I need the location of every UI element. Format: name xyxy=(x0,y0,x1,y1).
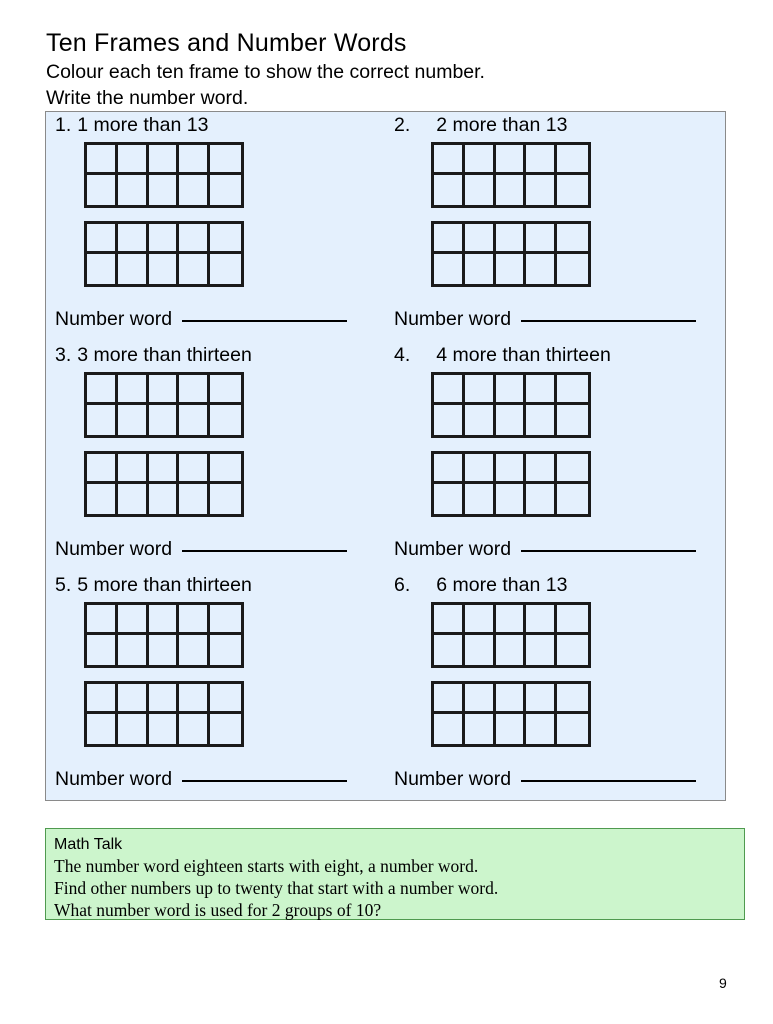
number-word-label: Number word xyxy=(55,768,173,790)
number-word-blank[interactable] xyxy=(182,550,347,552)
ten-frame-cell[interactable] xyxy=(118,684,149,714)
ten-frame-cell[interactable] xyxy=(210,224,241,254)
ten-frame-cell[interactable] xyxy=(496,254,527,284)
number-word-blank[interactable] xyxy=(182,320,347,322)
number-word-label: Number word xyxy=(394,768,512,790)
ten-frame-cell[interactable] xyxy=(465,605,496,635)
number-word-answer xyxy=(394,768,696,791)
ten-frame-cell[interactable] xyxy=(557,224,588,254)
ten-frame-cell[interactable] xyxy=(149,635,180,665)
ten-frame-cell[interactable] xyxy=(210,484,241,514)
problem-heading xyxy=(394,114,567,137)
math-talk-line: Find other numbers up to twenty that start with a number word. xyxy=(54,878,499,898)
ten-frame-cell[interactable] xyxy=(149,224,180,254)
ten-frame-cell[interactable] xyxy=(179,484,210,514)
instruction-line-1: Colour each ten frame to show the correct number. xyxy=(46,61,485,83)
ten-frame-cell[interactable] xyxy=(496,605,527,635)
ten-frame-cell[interactable] xyxy=(149,405,180,435)
ten-frame-group xyxy=(431,372,591,517)
ten-frame-cell[interactable] xyxy=(179,375,210,405)
problems-panel xyxy=(45,111,726,801)
ten-frame-cell[interactable] xyxy=(557,454,588,484)
number-word-answer xyxy=(394,308,696,331)
ten-frame-cell[interactable] xyxy=(118,175,149,205)
problem-item xyxy=(386,572,726,802)
problem-number: 1. xyxy=(55,114,72,136)
ten-frame-cell[interactable] xyxy=(210,405,241,435)
ten-frame-cell[interactable] xyxy=(179,175,210,205)
ten-frame-cell[interactable] xyxy=(149,375,180,405)
math-talk-title: Math Talk xyxy=(54,836,123,853)
ten-frame-cell[interactable] xyxy=(149,714,180,744)
ten-frame-cell[interactable] xyxy=(179,224,210,254)
ten-frame-cell[interactable] xyxy=(526,605,557,635)
ten-frame-cell[interactable] xyxy=(118,145,149,175)
ten-frame-cell[interactable] xyxy=(465,635,496,665)
ten-frame-cell[interactable] xyxy=(496,714,527,744)
ten-frame-cell[interactable] xyxy=(465,254,496,284)
problem-prompt: 3 more than thirteen xyxy=(77,344,252,366)
problem-item xyxy=(46,112,386,342)
ten-frame-cell[interactable] xyxy=(179,714,210,744)
ten-frame-cell[interactable] xyxy=(496,175,527,205)
ten-frame-cell[interactable] xyxy=(179,605,210,635)
instruction-line-2: Write the number word. xyxy=(46,87,249,109)
math-talk-line: What number word is used for 2 groups of 10? xyxy=(54,900,382,920)
number-word-label: Number word xyxy=(55,538,173,560)
ten-frame-cell[interactable] xyxy=(149,684,180,714)
number-word-blank[interactable] xyxy=(521,550,696,552)
ten-frame-cell[interactable] xyxy=(87,484,118,514)
ten-frame-cell[interactable] xyxy=(149,175,180,205)
ten-frame-cell[interactable] xyxy=(118,405,149,435)
ten-frame-cell[interactable] xyxy=(210,714,241,744)
ten-frame-cell[interactable] xyxy=(557,605,588,635)
math-talk-box xyxy=(45,828,745,920)
ten-frame-cell[interactable] xyxy=(149,605,180,635)
ten-frame-cell[interactable] xyxy=(118,605,149,635)
ten-frame-cell[interactable] xyxy=(179,454,210,484)
ten-frame[interactable] xyxy=(84,681,244,747)
ten-frame-cell[interactable] xyxy=(496,145,527,175)
ten-frame-cell[interactable] xyxy=(465,405,496,435)
ten-frame-cell[interactable] xyxy=(557,375,588,405)
problem-prompt: 2 more than 13 xyxy=(436,114,568,136)
ten-frame-cell[interactable] xyxy=(496,635,527,665)
ten-frame-cell[interactable] xyxy=(526,714,557,744)
ten-frame-cell[interactable] xyxy=(118,714,149,744)
ten-frame[interactable] xyxy=(84,142,244,208)
ten-frame-cell[interactable] xyxy=(465,454,496,484)
ten-frame-cell[interactable] xyxy=(434,145,465,175)
ten-frame-cell[interactable] xyxy=(465,175,496,205)
ten-frame[interactable] xyxy=(84,451,244,517)
ten-frame-cell[interactable] xyxy=(434,175,465,205)
ten-frame-cell[interactable] xyxy=(434,375,465,405)
ten-frame-cell[interactable] xyxy=(465,684,496,714)
problem-prompt: 1 more than 13 xyxy=(77,114,209,136)
problem-heading xyxy=(55,574,252,597)
ten-frame-cell[interactable] xyxy=(434,224,465,254)
ten-frame-cell[interactable] xyxy=(87,605,118,635)
ten-frame-cell[interactable] xyxy=(118,375,149,405)
ten-frame-cell[interactable] xyxy=(526,254,557,284)
number-word-answer xyxy=(55,308,347,331)
ten-frame-cell[interactable] xyxy=(87,405,118,435)
ten-frame-cell[interactable] xyxy=(526,175,557,205)
ten-frame-cell[interactable] xyxy=(526,405,557,435)
ten-frame-cell[interactable] xyxy=(526,145,557,175)
ten-frame-cell[interactable] xyxy=(179,684,210,714)
page-title: Ten Frames and Number Words xyxy=(46,29,407,57)
ten-frame-cell[interactable] xyxy=(434,484,465,514)
ten-frame-cell[interactable] xyxy=(210,454,241,484)
problem-item xyxy=(386,112,726,342)
ten-frame[interactable] xyxy=(431,681,591,747)
ten-frame-cell[interactable] xyxy=(557,484,588,514)
ten-frame-cell[interactable] xyxy=(557,684,588,714)
ten-frame-cell[interactable] xyxy=(526,635,557,665)
ten-frame-cell[interactable] xyxy=(179,635,210,665)
ten-frame[interactable] xyxy=(431,142,591,208)
ten-frame-cell[interactable] xyxy=(496,684,527,714)
ten-frame-cell[interactable] xyxy=(118,224,149,254)
math-talk-line: The number word eighteen starts with eight, a number word. xyxy=(54,856,479,876)
ten-frame-cell[interactable] xyxy=(118,454,149,484)
ten-frame-cell[interactable] xyxy=(149,454,180,484)
ten-frame-cell[interactable] xyxy=(210,175,241,205)
ten-frame-cell[interactable] xyxy=(434,405,465,435)
page-number: 9 xyxy=(719,975,727,991)
ten-frame-cell[interactable] xyxy=(465,714,496,744)
ten-frame-cell[interactable] xyxy=(179,254,210,284)
ten-frame-cell[interactable] xyxy=(526,454,557,484)
ten-frame-cell[interactable] xyxy=(87,635,118,665)
ten-frame-cell[interactable] xyxy=(526,484,557,514)
problem-item xyxy=(46,342,386,572)
problem-heading xyxy=(394,574,567,597)
problem-prompt: 5 more than thirteen xyxy=(77,574,252,596)
ten-frame-cell[interactable] xyxy=(465,484,496,514)
ten-frame-cell[interactable] xyxy=(87,175,118,205)
ten-frame[interactable] xyxy=(84,602,244,668)
number-word-label: Number word xyxy=(394,308,512,330)
ten-frame-cell[interactable] xyxy=(526,224,557,254)
ten-frame-cell[interactable] xyxy=(465,145,496,175)
number-word-answer xyxy=(394,538,696,561)
ten-frame[interactable] xyxy=(84,372,244,438)
ten-frame-cell[interactable] xyxy=(557,635,588,665)
ten-frame-cell[interactable] xyxy=(149,254,180,284)
ten-frame-group xyxy=(84,372,244,517)
ten-frame-cell[interactable] xyxy=(210,145,241,175)
ten-frame[interactable] xyxy=(431,372,591,438)
ten-frame[interactable] xyxy=(431,602,591,668)
ten-frame-cell[interactable] xyxy=(557,145,588,175)
ten-frame-cell[interactable] xyxy=(526,684,557,714)
ten-frame-cell[interactable] xyxy=(179,405,210,435)
ten-frame-cell[interactable] xyxy=(87,145,118,175)
problem-number: 2. xyxy=(394,114,411,136)
number-word-label: Number word xyxy=(394,538,512,560)
ten-frame-cell[interactable] xyxy=(210,635,241,665)
number-word-label: Number word xyxy=(55,308,173,330)
ten-frame-cell[interactable] xyxy=(434,684,465,714)
ten-frame-cell[interactable] xyxy=(118,484,149,514)
ten-frame-cell[interactable] xyxy=(210,605,241,635)
ten-frame-group xyxy=(84,142,244,287)
ten-frame-cell[interactable] xyxy=(465,375,496,405)
ten-frame[interactable] xyxy=(84,221,244,287)
ten-frame-cell[interactable] xyxy=(434,635,465,665)
ten-frame-cell[interactable] xyxy=(118,635,149,665)
ten-frame-cell[interactable] xyxy=(557,714,588,744)
ten-frame-cell[interactable] xyxy=(87,224,118,254)
ten-frame-cell[interactable] xyxy=(496,224,527,254)
ten-frame-cell[interactable] xyxy=(87,684,118,714)
problem-item xyxy=(386,342,726,572)
ten-frame-group xyxy=(431,602,591,747)
ten-frame-cell[interactable] xyxy=(149,484,180,514)
ten-frame-cell[interactable] xyxy=(149,145,180,175)
ten-frame-cell[interactable] xyxy=(210,254,241,284)
ten-frame-group xyxy=(84,602,244,747)
ten-frame-cell[interactable] xyxy=(210,684,241,714)
problem-heading xyxy=(55,114,208,137)
ten-frame-cell[interactable] xyxy=(118,254,149,284)
ten-frame-cell[interactable] xyxy=(87,254,118,284)
problem-item xyxy=(46,572,386,802)
ten-frame-cell[interactable] xyxy=(434,254,465,284)
ten-frame[interactable] xyxy=(431,221,591,287)
number-word-answer xyxy=(55,538,347,561)
problem-heading xyxy=(394,344,611,367)
ten-frame-cell[interactable] xyxy=(496,405,527,435)
ten-frame[interactable] xyxy=(431,451,591,517)
ten-frame-cell[interactable] xyxy=(496,375,527,405)
ten-frame-cell[interactable] xyxy=(210,375,241,405)
ten-frame-cell[interactable] xyxy=(434,454,465,484)
problem-number: 5. xyxy=(55,574,72,596)
problem-number: 3. xyxy=(55,344,72,366)
ten-frame-cell[interactable] xyxy=(496,484,527,514)
ten-frame-cell[interactable] xyxy=(434,714,465,744)
ten-frame-cell[interactable] xyxy=(557,175,588,205)
ten-frame-cell[interactable] xyxy=(496,454,527,484)
number-word-blank[interactable] xyxy=(182,780,347,782)
problem-heading xyxy=(55,344,252,367)
ten-frame-cell[interactable] xyxy=(434,605,465,635)
ten-frame-group xyxy=(431,142,591,287)
ten-frame-cell[interactable] xyxy=(526,375,557,405)
number-word-answer xyxy=(55,768,347,791)
ten-frame-cell[interactable] xyxy=(179,145,210,175)
problem-number: 4. xyxy=(394,344,411,366)
ten-frame-cell[interactable] xyxy=(557,254,588,284)
problem-prompt: 6 more than 13 xyxy=(436,574,568,596)
ten-frame-cell[interactable] xyxy=(557,405,588,435)
number-word-blank[interactable] xyxy=(521,780,696,782)
problem-prompt: 4 more than thirteen xyxy=(436,344,611,366)
problem-number: 6. xyxy=(394,574,411,596)
number-word-blank[interactable] xyxy=(521,320,696,322)
ten-frame-cell[interactable] xyxy=(87,375,118,405)
ten-frame-cell[interactable] xyxy=(87,454,118,484)
ten-frame-cell[interactable] xyxy=(465,224,496,254)
ten-frame-cell[interactable] xyxy=(87,714,118,744)
